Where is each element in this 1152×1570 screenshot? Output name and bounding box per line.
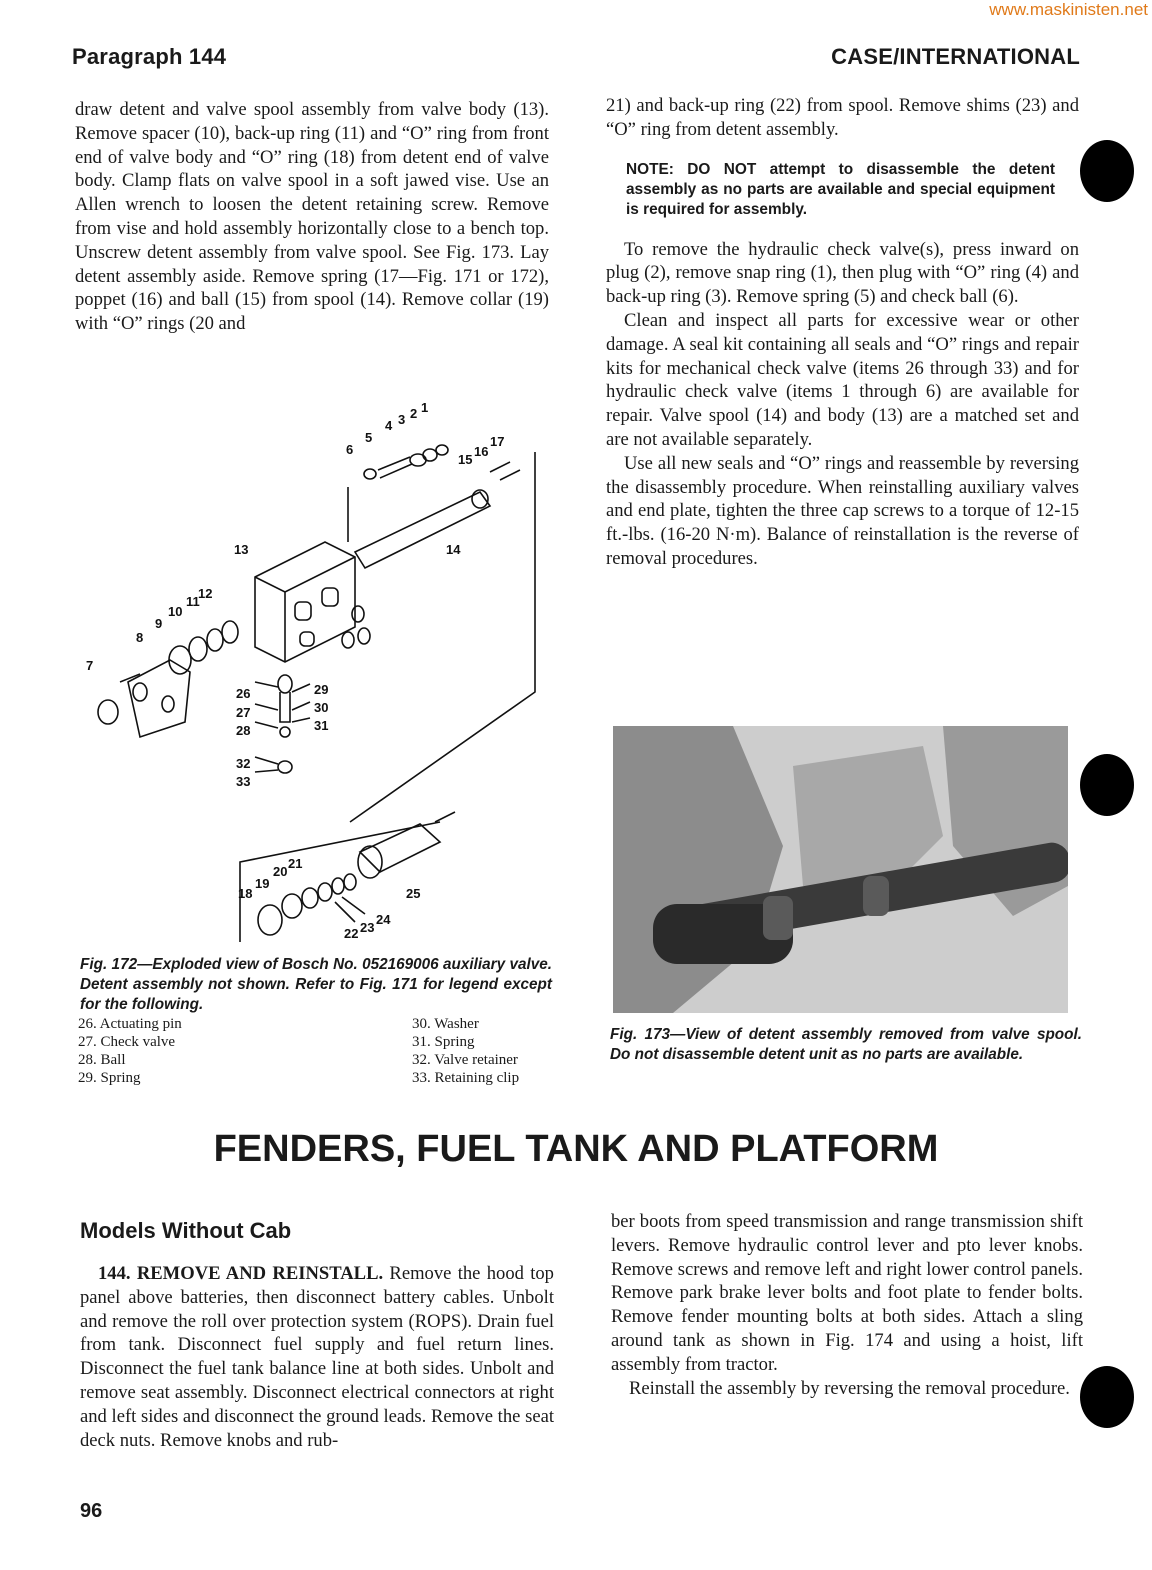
callout-label: 21 [288, 856, 303, 871]
note: NOTE: DO NOT attempt to disassemble the detent assembly as no parts are available and special equipment is required for assembly. [626, 160, 1055, 218]
callout-label: 33 [236, 774, 251, 789]
paragraph-text: Remove the hood top panel above batteries, then disconnect battery cables. Unbolt and remove the roll over protection system (ROPS). Drain fuel from tank. Disconnect fuel supply and fuel return lines. Disconnect the fuel tank balance line at both sides. Unbolt and remove seat assembly. Disconnect electrical connectors at right and left sides and disconnect the ground leads. Remove the seat deck nuts. Remove knobs and rub- [80, 1263, 554, 1451]
running-header-left: Paragraph 144 [72, 44, 227, 69]
callout-label: 27 [236, 705, 251, 720]
callout-label: 5 [365, 430, 373, 445]
callout-label: 20 [273, 864, 288, 879]
paragraph: Clean and inspect all parts for excessive wear or other damage. A seal kit containing all seals and “O” rings and repair kits for mechanical check valve (items 26 through 33) and for hydraulic check valve (items 1 through 6) are available for repair. Valve spool (14) and body (13) are a matched set and are not available separately. [606, 309, 1079, 450]
legend-item: 27. Check valve [78, 1034, 176, 1050]
page-number: 96 [80, 1500, 103, 1522]
watermark: www.maskinisten.net [989, 0, 1148, 19]
lower-left-column [80, 1262, 554, 1452]
callout-label: 1 [421, 400, 429, 415]
callout-label: 18 [238, 886, 253, 901]
callout-label: 23 [360, 920, 375, 935]
paragraph [80, 1262, 554, 1452]
left-column-text [75, 98, 549, 336]
callout-label: 22 [344, 926, 359, 941]
callout-label: 4 [385, 418, 393, 433]
paragraph: draw detent and valve spool assembly from valve body (13). Remove spacer (10), back-up ring (11) and “O” ring from front end of valve body and “O” ring (18) from detent end of valve body. Clamp flats on valve spool in a soft jawed vise. Use an Allen wrench to loosen the detent retaining screw. Remove from vise and hold assembly horizontally close to a bench top. Unscrew detent assembly from valve spool. See Fig. 173. Lay detent assembly aside. Remove spring (17—Fig. 171 or 172), poppet (16) and ball (15) from spool (14). Remove collar (19) with “O” rings (20 and [75, 99, 549, 335]
callout-label: 8 [136, 630, 144, 645]
legend-item: 33. Retaining clip [412, 1070, 520, 1086]
legend-item: 32. Valve retainer [412, 1052, 518, 1068]
callout-label: 28 [236, 723, 251, 738]
legend-item: 26. Actuating pin [78, 1016, 182, 1032]
legend-row [78, 1015, 558, 1033]
callout-label: 3 [398, 412, 406, 427]
legend-row [78, 1033, 558, 1051]
paragraph: 21) and back-up ring (22) from spool. Remove shims (23) and “O” ring from detent assembly. [606, 95, 1079, 140]
callout-label: 2 [410, 406, 418, 421]
callout-label: 14 [446, 542, 461, 557]
paragraph: To remove the hydraulic check valve(s), press inward on plug (2), remove snap ring (1), then plug with “O” ring (4) and back-up ring (3). Remove spring (5) and check ball (6). [606, 238, 1079, 308]
figure-caption: Fig. 172—Exploded view of Bosch No. 052169006 auxiliary valve. Detent assembly not shown. Refer to Fig. 171 for legend except for the following. [80, 956, 552, 1013]
legend-item: 29. Spring [78, 1070, 141, 1086]
paragraph: ber boots from speed transmission and range transmission shift levers. Remove hydraulic control lever and pto lever knobs. Remove screws and remove left and right lower control panels. Remove park brake lever bolts and foot plate to fender bolts. Remove fender mounting bolts at both sides. Attach a sling around tank as shown in Fig. 174 and using a hoist, lift assembly from tractor. [611, 1211, 1083, 1375]
legend-item: 28. Ball [78, 1052, 126, 1068]
right-column-text [606, 94, 1079, 571]
lower-right-column [611, 1210, 1083, 1400]
figure-caption: Fig. 173—View of detent assembly removed from valve spool. Do not disassemble detent unit as no parts are available. [610, 1026, 1082, 1063]
callout-label: 6 [346, 442, 354, 457]
paragraph: Use all new seals and “O” rings and reassemble by reversing the disassembly procedure. When reinstalling auxiliary valves and end plate, tighten the three cap screws to a torque of 12-15 ft.-lbs. (16-20 N·m). Balance of reinstallation is the reverse of removal procedures. [606, 452, 1079, 569]
callout-label: 13 [234, 542, 249, 557]
callout-label: 11 [186, 594, 200, 609]
callout-label: 12 [198, 586, 213, 601]
callout-label: 17 [490, 434, 505, 449]
legend-row [78, 1069, 558, 1087]
callout-label: 31 [314, 718, 329, 733]
callout-label: 10 [168, 604, 183, 619]
figure-legend [78, 1015, 558, 1087]
punch-hole [1080, 754, 1134, 816]
legend-item: 31. Spring [412, 1034, 475, 1050]
callout-label: 9 [155, 616, 163, 631]
callout-label: 30 [314, 700, 329, 715]
callout-label: 16 [474, 444, 489, 459]
detent-assembly-photo [613, 726, 1068, 1013]
callout-label: 25 [406, 886, 421, 901]
callout-label: 29 [314, 682, 329, 697]
callout-label: 32 [236, 756, 251, 771]
callout-label: 24 [376, 912, 391, 927]
section-title: FENDERS, FUEL TANK AND PLATFORM [213, 1128, 939, 1170]
punch-hole [1080, 1366, 1134, 1428]
subheading: Models Without Cab [80, 1218, 292, 1243]
running-header-right: CASE/INTERNATIONAL [831, 44, 1080, 69]
paragraph: Reinstall the assembly by reversing the removal procedure. [629, 1377, 1070, 1399]
callout-label: 15 [458, 452, 473, 467]
exploded-view-diagram [80, 392, 550, 952]
callout-label: 26 [236, 686, 251, 701]
legend-row [78, 1051, 558, 1069]
punch-hole [1080, 140, 1134, 202]
paragraph-lead: 144. REMOVE AND REINSTALL. [98, 1263, 384, 1284]
callout-label: 19 [255, 876, 270, 891]
callout-label: 7 [86, 658, 94, 673]
legend-item: 30. Washer [412, 1016, 479, 1032]
